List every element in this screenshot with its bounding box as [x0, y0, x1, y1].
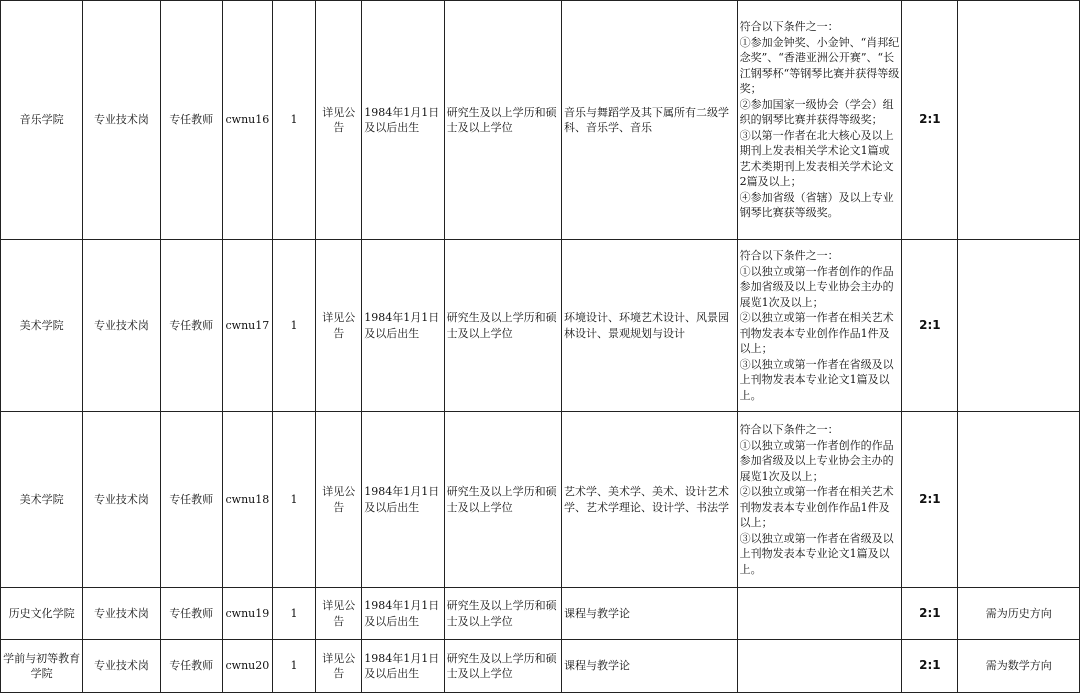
birth-date-cell: 1984年1月1日及以后出生: [362, 588, 444, 640]
education-cell: 研究生及以上学历和硕士及以上学位: [444, 412, 561, 588]
table-row: [1, 588, 1080, 640]
birth-date-cell: 1984年1月1日及以后出生: [362, 640, 444, 693]
post-type-cell: 专业技术岗: [83, 588, 160, 640]
post-name-cell: 专任教师: [160, 240, 222, 412]
condition-line: ②以独立或第一作者在相关艺术刊物发表本专业创作作品1件及以上；: [739, 485, 894, 529]
conditions-cell: [737, 240, 902, 412]
birth-date-cell: 1984年1月1日及以后出生: [362, 412, 444, 588]
headcount-cell: 1: [272, 588, 315, 640]
condition-line: ③以第一作者在北大核心及以上期刊上发表相关学术论文1篇或艺术类期刊上发表相关学术论文2篇及以上；: [739, 128, 894, 189]
condition-line: 符合以下条件之一：: [739, 20, 839, 34]
birth-date-cell: 1984年1月1日及以后出生: [362, 240, 444, 412]
ratio-cell: 2:1: [902, 240, 958, 412]
condition-line: ③以独立或第一作者在省级及以上刊物发表本专业论文1篇及以上。: [739, 357, 894, 402]
condition-line: ①参加金钟奖、小金钟、“肖邦纪念奖”、“香港亚洲公开赛”、“长江钢琴杯“等钢琴比赛并获得等级奖；: [739, 35, 900, 96]
post-code-cell: cwnu17: [222, 240, 272, 412]
major-cell: 环境设计、环境艺术设计、风景园林设计、景观规划与设计: [562, 240, 738, 412]
note-cell: [958, 240, 1080, 412]
birth-date-cell: 1984年1月1日及以后出生: [362, 1, 444, 240]
college-cell: 美术学院: [1, 240, 83, 412]
headcount-cell: 1: [272, 1, 315, 240]
table-row: [1, 1, 1080, 240]
condition-line: ④参加省级（省辖）及以上专业钢琴比赛获等级奖。: [739, 190, 894, 220]
note-cell: [958, 412, 1080, 588]
post-code-cell: cwnu18: [222, 412, 272, 588]
major-cell: 艺术学、美术学、美术、设计艺术学、艺术学理论、设计学、书法学: [562, 412, 738, 588]
post-code-cell: cwnu16: [222, 1, 272, 240]
college-cell: 历史文化学院: [1, 588, 83, 640]
note-cell: 需为数学方向: [958, 640, 1080, 693]
college-cell: 美术学院: [1, 412, 83, 588]
major-cell: 课程与教学论: [562, 640, 738, 693]
ratio-cell: 2:1: [902, 588, 958, 640]
education-cell: 研究生及以上学历和硕士及以上学位: [444, 1, 561, 240]
condition-line: ①以独立或第一作者创作的作品参加省级及以上专业协会主办的展览1次及以上；: [739, 264, 894, 309]
ratio-cell: 2:1: [902, 640, 958, 693]
post-type-cell: 专业技术岗: [83, 240, 160, 412]
major-cell: 课程与教学论: [562, 588, 738, 640]
conditions-cell: [737, 640, 902, 693]
conditions-cell: [737, 588, 902, 640]
condition-line: ②以独立或第一作者在相关艺术刊物发表本专业创作作品1件及以上；: [739, 311, 894, 355]
age-requirement-cell: 详见公告: [316, 640, 362, 693]
condition-line: ③以独立或第一作者在省级及以上刊物发表本专业论文1篇及以上。: [739, 531, 894, 576]
age-requirement-cell: 详见公告: [316, 588, 362, 640]
conditions-cell: [737, 1, 902, 240]
post-type-cell: 专业技术岗: [83, 1, 160, 240]
table-row: [1, 240, 1080, 412]
post-code-cell: cwnu20: [222, 640, 272, 693]
major-cell: 音乐与舞蹈学及其下属所有二级学科、音乐学、音乐: [562, 1, 738, 240]
college-cell: 学前与初等教育学院: [1, 640, 83, 693]
education-cell: 研究生及以上学历和硕士及以上学位: [444, 588, 561, 640]
table-row: [1, 640, 1080, 693]
post-name-cell: 专任教师: [160, 640, 222, 693]
note-cell: 需为历史方向: [958, 588, 1080, 640]
education-cell: 研究生及以上学历和硕士及以上学位: [444, 640, 561, 693]
table-row: [1, 412, 1080, 588]
post-name-cell: 专任教师: [160, 1, 222, 240]
post-name-cell: 专任教师: [160, 412, 222, 588]
age-requirement-cell: 详见公告: [316, 240, 362, 412]
ratio-cell: 2:1: [902, 1, 958, 240]
headcount-cell: 1: [272, 640, 315, 693]
conditions-cell: [737, 412, 902, 588]
condition-line: ①以独立或第一作者创作的作品参加省级及以上专业协会主办的展览1次及以上；: [739, 438, 894, 483]
condition-line: ②参加国家一级协会（学会）组织的钢琴比赛并获得等级奖；: [739, 97, 894, 127]
post-code-cell: cwnu19: [222, 588, 272, 640]
condition-line: 符合以下条件之一：: [739, 423, 839, 436]
college-cell: 音乐学院: [1, 1, 83, 240]
age-requirement-cell: 详见公告: [316, 1, 362, 240]
age-requirement-cell: 详见公告: [316, 412, 362, 588]
post-type-cell: 专业技术岗: [83, 412, 160, 588]
headcount-cell: 1: [272, 412, 315, 588]
education-cell: 研究生及以上学历和硕士及以上学位: [444, 240, 561, 412]
note-cell: [958, 1, 1080, 240]
headcount-cell: 1: [272, 240, 315, 412]
post-name-cell: 专任教师: [160, 588, 222, 640]
condition-line: 符合以下条件之一：: [739, 249, 839, 262]
post-type-cell: 专业技术岗: [83, 640, 160, 693]
ratio-cell: 2:1: [902, 412, 958, 588]
